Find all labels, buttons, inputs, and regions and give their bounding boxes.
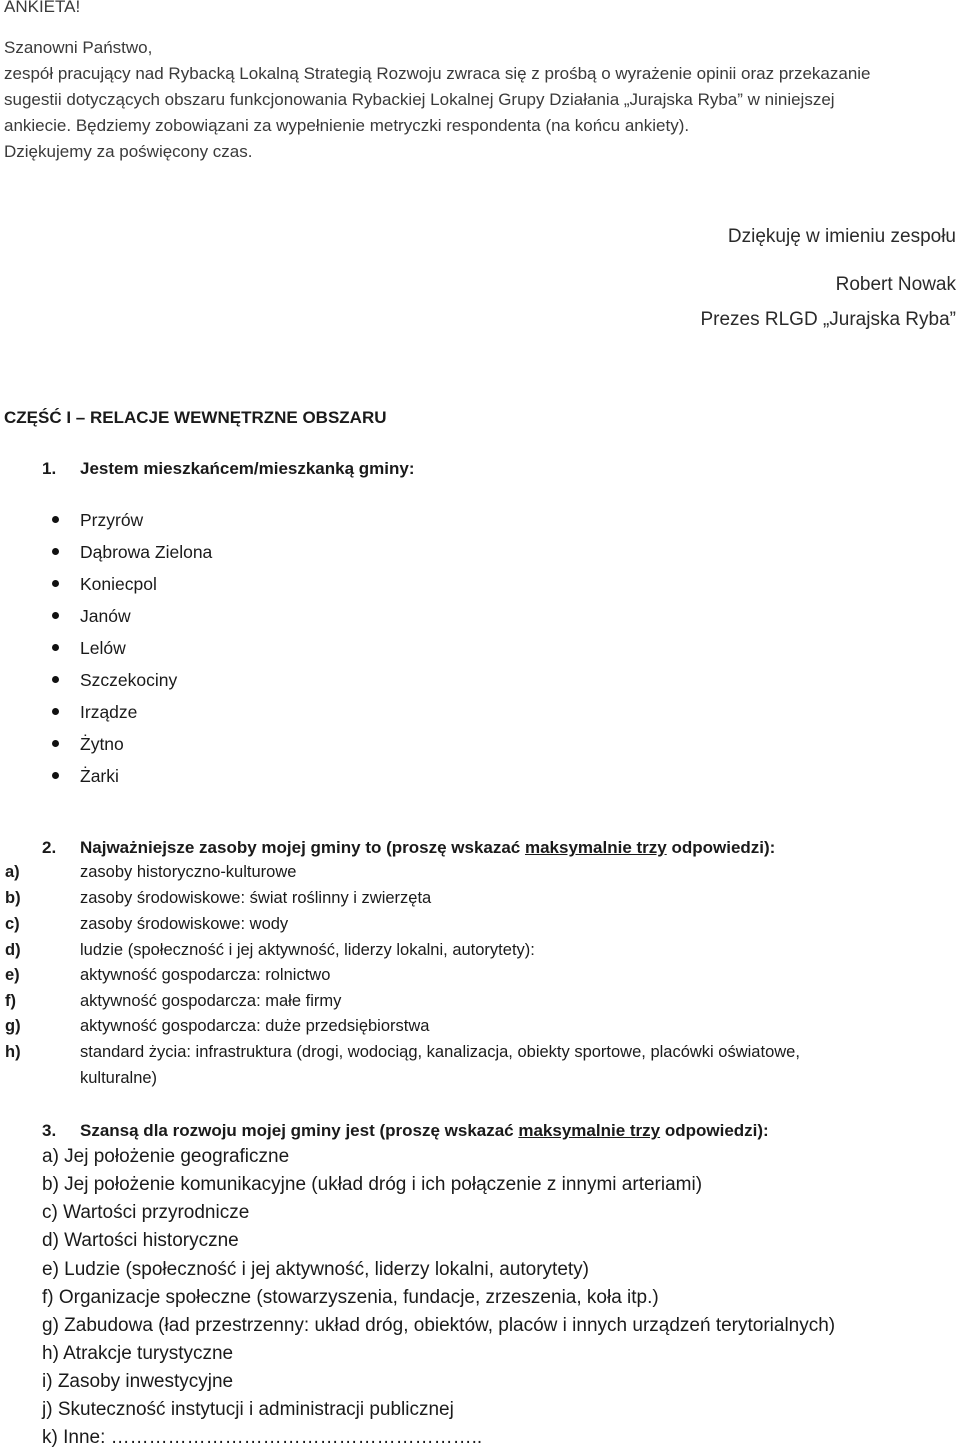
question-3 <box>42 1121 769 1141</box>
option-label: Janów <box>80 606 131 626</box>
option-label: Dąbrowa Zielona <box>80 542 213 562</box>
question-text-part: odpowiedzi): <box>666 838 776 857</box>
item-text: zasoby środowiskowe: wody <box>80 915 289 933</box>
list-item <box>52 670 177 691</box>
greeting: Szanowni Państwo, <box>4 38 153 57</box>
list-item <box>52 542 212 563</box>
bullet-icon <box>52 548 59 555</box>
intro-line: Dziękujemy za poświęcony czas. <box>4 142 253 161</box>
intro-line: sugestii dotyczących obszaru funkcjonowania Rybackiej Lokalnej Grupy Działania „Jurajska Ryba” w niniejszej <box>4 90 835 109</box>
list-item: c) Wartości przyrodnicze <box>42 1202 250 1223</box>
bullet-icon <box>52 580 59 587</box>
question-number: 2. <box>42 838 57 857</box>
option-label: Koniecpol <box>80 574 157 594</box>
list-item <box>52 606 131 627</box>
list-item <box>52 766 119 787</box>
item-key: e) <box>5 966 20 984</box>
list-item: d) Wartości historyczne <box>42 1230 239 1251</box>
bullet-icon <box>52 612 59 619</box>
item-text: aktywność gospodarcza: rolnictwo <box>80 966 331 984</box>
item-key: b) <box>5 889 21 907</box>
list-item: i) Zasoby inwestycyjne <box>42 1371 234 1392</box>
list-item: g) Zabudowa (ład przestrzenny: układ dróg, obiektów, placów i innych urządzeń terytorialnych) <box>42 1315 836 1336</box>
option-label: Lelów <box>80 638 126 658</box>
question-text <box>80 1121 769 1141</box>
item-text: zasoby historyczno-kulturowe <box>80 863 297 881</box>
bullet-icon <box>52 676 59 683</box>
question-2 <box>42 838 776 858</box>
list-item: b) Jej położenie komunikacyjne (układ dróg i ich połączenie z innymi arteriami) <box>42 1174 703 1195</box>
question-text-part: Szansą dla rozwoju mojej gminy jest (proszę wskazać <box>80 1121 519 1140</box>
option-label: Żytno <box>80 734 124 754</box>
item-text: ludzie (społeczność i jej aktywność, liderzy lokalni, autorytety): <box>80 941 535 959</box>
question-number: 3. <box>42 1121 57 1140</box>
intro-line: ankiecie. Będziemy zobowiązani za wypełnienie metryczki respondenta (na końcu ankiety). <box>4 116 690 135</box>
signature-thanks: Dziękuję w imieniu zespołu <box>727 226 956 247</box>
question-text-part: Najważniejsze zasoby mojej gminy to (proszę wskazać <box>80 838 525 857</box>
question-number: 1. <box>42 459 57 478</box>
question-text: Jestem mieszkańcem/mieszkanką gminy: <box>80 459 415 478</box>
item-key: c) <box>5 915 20 933</box>
bullet-icon <box>52 516 59 523</box>
bullet-icon <box>52 708 59 715</box>
option-label: Irządze <box>80 702 138 722</box>
question-text-emphasis: maksymalnie trzy <box>524 838 667 857</box>
list-item: j) Skuteczność instytucji i administracji publicznej <box>42 1399 454 1420</box>
option-label: Przyrów <box>80 510 144 530</box>
item-text: standard życia: infrastruktura (drogi, wodociąg, kanalizacja, obiekty sportowe, placówki oświatowe, <box>80 1043 800 1061</box>
bullet-icon <box>52 644 59 651</box>
section-title: CZĘŚĆ I – RELACJE WEWNĘTRZNE OBSZARU <box>4 408 387 427</box>
item-key: h) <box>5 1043 21 1061</box>
item-key: d) <box>5 941 21 959</box>
item-text: aktywność gospodarcza: duże przedsiębiorstwa <box>80 1017 430 1035</box>
item-key: a) <box>5 863 20 881</box>
item-key: g) <box>5 1017 21 1035</box>
question-text-emphasis: maksymalnie trzy <box>518 1121 661 1140</box>
bullet-icon <box>52 772 59 779</box>
item-key: f) <box>5 992 16 1010</box>
document-header: ANKIETA! <box>4 0 81 16</box>
list-item: a) Jej położenie geograficzne <box>42 1146 290 1167</box>
question-1 <box>42 459 415 479</box>
option-label: Szczekociny <box>80 670 178 690</box>
question-text-part: odpowiedzi): <box>660 1121 769 1140</box>
item-text: zasoby środowiskowe: świat roślinny i zwierzęta <box>80 889 432 907</box>
bullet-icon <box>52 740 59 747</box>
question-text <box>80 838 775 858</box>
list-item: e) Ludzie (społeczność i jej aktywność, liderzy lokalni, autorytety) <box>42 1259 590 1280</box>
list-item <box>52 510 143 531</box>
signature-name: Robert Nowak <box>835 274 956 295</box>
list-item: f) Organizacje społeczne (stowarzyszenia, fundacje, zrzeszenia, koła itp.) <box>42 1287 659 1308</box>
list-item <box>52 638 126 659</box>
item-text: aktywność gospodarcza: małe firmy <box>80 992 342 1010</box>
intro-line: zespół pracujący nad Rybacką Lokalną Strategią Rozwoju zwraca się z prośbą o wyrażenie opinii oraz przekazanie <box>4 64 871 83</box>
item-text: kulturalne) <box>80 1069 158 1087</box>
list-item <box>52 702 137 723</box>
option-label: Żarki <box>80 766 119 786</box>
list-item: h) Atrakcje turystyczne <box>42 1343 234 1364</box>
list-item <box>52 734 124 755</box>
list-item: k) Inne: ………………………………………………….. <box>42 1427 483 1448</box>
signature-role: Prezes RLGD „Jurajska Ryba” <box>700 309 956 330</box>
list-item <box>52 574 157 595</box>
